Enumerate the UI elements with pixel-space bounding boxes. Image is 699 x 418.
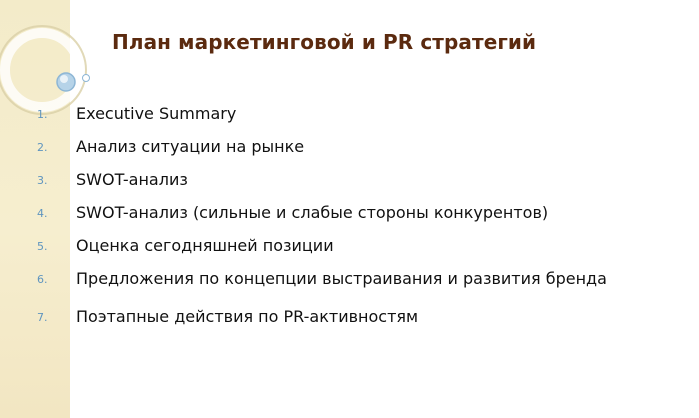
item-text: Оценка сегодняшней позиции bbox=[76, 236, 334, 255]
item-text: Предложения по концепции выстраивания и развития бренда bbox=[76, 269, 607, 288]
list-item bbox=[0, 135, 699, 159]
item-number: 4. bbox=[37, 207, 48, 220]
item-number: 6. bbox=[37, 273, 48, 286]
list-item bbox=[0, 267, 699, 291]
item-number: 7. bbox=[37, 311, 48, 324]
item-number: 1. bbox=[37, 108, 48, 121]
list-item bbox=[0, 305, 699, 329]
list-item bbox=[0, 102, 699, 126]
item-text: SWOT-анализ bbox=[76, 170, 188, 189]
item-number: 5. bbox=[37, 240, 48, 253]
list-item bbox=[0, 234, 699, 258]
item-text: Executive Summary bbox=[76, 104, 237, 123]
list-item bbox=[0, 201, 699, 225]
item-number: 3. bbox=[37, 174, 48, 187]
list-item bbox=[0, 168, 699, 192]
item-text: Анализ ситуации на рынке bbox=[76, 137, 305, 156]
item-text: SWOT-анализ (сильные и слабые стороны конкурентов) bbox=[76, 203, 549, 222]
item-text: Поэтапные действия по PR-активностям bbox=[76, 307, 419, 326]
page-title: План маркетинговой и PR стратегий bbox=[112, 30, 537, 54]
agenda-list bbox=[0, 102, 699, 338]
item-number: 2. bbox=[37, 141, 48, 154]
